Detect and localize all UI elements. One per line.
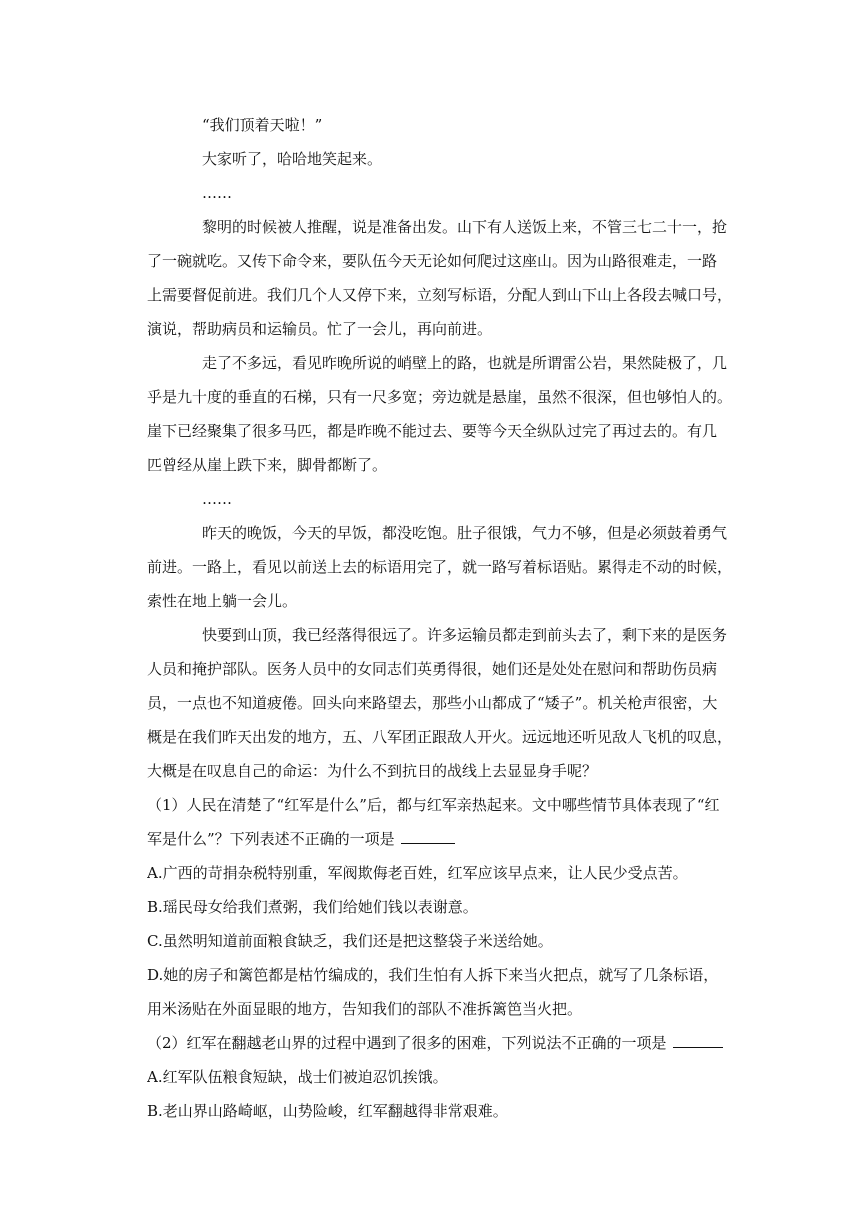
passage-line: 人员和掩护部队。医务人员中的女同志们英勇得很，她们还是处处在慰问和帮助伤员病 [147,660,718,678]
passage-line: 了一碗就吃。又传下命令来，要队伍今天无论如何爬过这座山。因为山路很难走，一路 [147,252,718,270]
question1-stem-text: 军是什么”？下列表述不正确的一项是 [147,830,395,848]
question2-option-a: A.红军队伍粮食短缺，战士们被迫忍饥挨饿。 [147,1068,448,1086]
question1-stem-cont [147,822,732,856]
passage-line: 员，一点也不知道疲倦。回头向来路望去，那些小山都成了“矮子”。机关枪声很密，大 [147,694,718,712]
answer-blank[interactable] [401,829,455,844]
passage-line: “我们顶着天啦！” [202,116,323,134]
ellipsis-line: …… [202,184,232,202]
passage-line: 走了不多远，看见昨晚所说的峭壁上的路，也就是所谓雷公岩，果然陡极了，几 [202,354,728,372]
passage-line: 演说，帮助病员和运输员。忙了一会儿，再向前进。 [147,320,493,338]
passage-line: 昨天的晚饭，今天的早饭，都没吃饱。肚子很饿，气力不够，但是必须鼓着勇气 [202,524,728,542]
passage-line: 前进。一路上，看见以前送上去的标语用完了，就一路写着标语贴。累得走不动的时候， [147,558,732,576]
passage-line: 乎是九十度的垂直的石梯，只有一尺多宽；旁边就是悬崖，虽然不很深，但也够怕人的。 [147,388,732,406]
passage-line: 黎明的时候被人推醒，说是准备出发。山下有人送饭上来，不管三七二十一，抢 [202,218,728,236]
passage-line: 快要到山顶，我已经落得很远了。许多运输员都走到前头去了，剩下来的是医务 [202,626,728,644]
question2-option-b: B.老山界山路崎岖，山势险峻，红军翻越得非常艰难。 [147,1102,508,1120]
passage-line: 大概是在叹息自己的命运：为什么不到抗日的战线上去显显身手呢？ [147,762,598,780]
passage-line: 大家听了，哈哈地笑起来。 [202,150,383,168]
question1-option-a: A.广西的苛捐杂税特别重，军阀欺侮老百姓，红军应该早点来，让人民少受点苦。 [147,864,688,882]
passage-line: 概是在我们昨天出发的地方，五、八军团正跟敌人开火。远远地还听见敌人飞机的叹息， [147,728,732,746]
ellipsis-line: …… [202,490,232,508]
passage-line: 索性在地上躺一会儿。 [147,592,298,610]
question1-option-d-cont: 用米汤贴在外面显眼的地方，告知我们的部队不准拆篱笆当火把。 [147,1000,583,1018]
question1-stem [147,788,732,822]
question1-option-b: B.瑶民母女给我们煮粥，我们给她们钱以表谢意。 [147,898,478,916]
question2-stem-text: （2）红军在翻越老山界的过程中遇到了很多的困难，下列说法不正确的一项是 [147,1034,667,1052]
passage-content [147,108,732,1128]
passage-line: 上需要督促前进。我们几个人又停下来，立刻写标语，分配人到山下山上各段去喊口号， [147,286,732,304]
answer-blank[interactable] [673,1033,723,1048]
question2-stem [147,1026,732,1060]
question1-option-d: D.她的房子和篱笆都是枯竹编成的，我们生怕有人拆下来当火把点，就写了几条标语， [147,966,719,984]
passage-line: 崖下已经聚集了很多马匹，都是昨晚不能过去、要等今天全纵队过完了再过去的。有几 [147,422,718,440]
question1-stem-text: （1）人民在清楚了“红军是什么”后，都与红军亲热起来。文中哪些情节具体表现了“红 [147,796,720,814]
question1-option-c: C.虽然明知道前面粮食缺乏，我们还是把这整袋子米送给她。 [147,932,553,950]
passage-line: 匹曾经从崖上跌下来，脚骨都断了。 [147,456,388,474]
